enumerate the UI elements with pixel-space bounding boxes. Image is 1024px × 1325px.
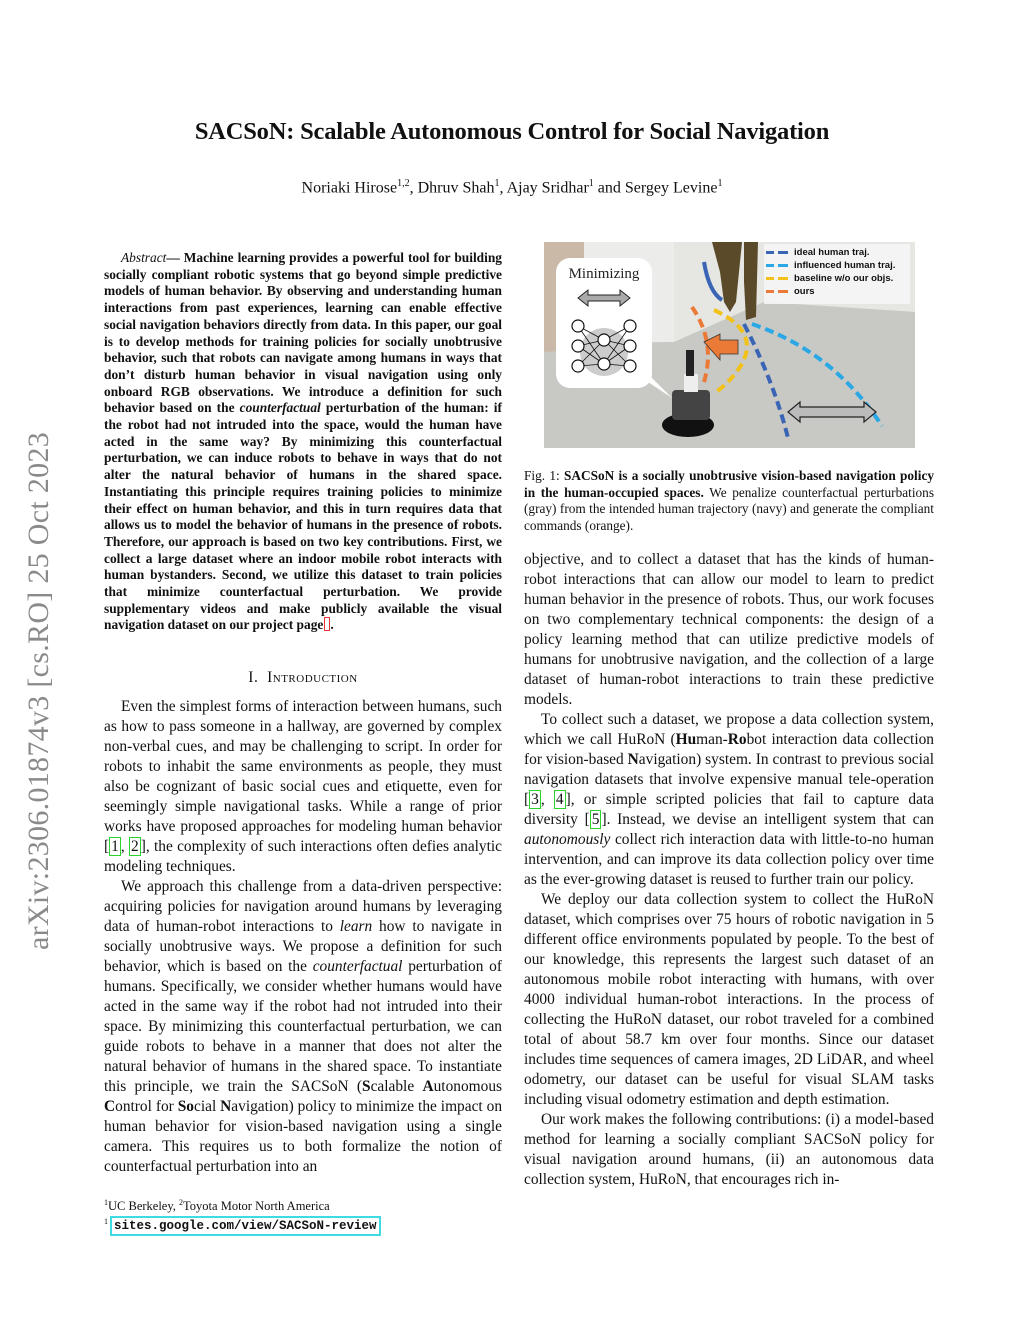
acronym-letter: Ro	[727, 731, 747, 748]
text: bot interaction data collection for vision-based	[524, 731, 934, 768]
paragraph	[104, 877, 502, 1177]
dashed-line-swatch-icon	[766, 264, 788, 267]
text: ) policy to minimize the impact on human behavior for vision-based navigation using a single camera. This requires us to both formalize the notion of counterfactual perturbation into an	[104, 1098, 503, 1175]
text: ], the complexity of such interactions often defies analytic modeling techniques.	[104, 838, 502, 875]
introduction-body	[104, 697, 502, 1177]
author-name: Noriaki Hirose	[301, 179, 398, 197]
text: ]. Instead, we devise an intelligent system that can	[601, 811, 934, 828]
right-column-body	[524, 550, 934, 1190]
figure-1-image	[544, 242, 915, 448]
affiliation: Toyota Motor North America	[183, 1199, 330, 1214]
emphasis: autonomously	[524, 831, 611, 848]
section-title: Introduction	[267, 669, 358, 686]
paper-title: SACSoN: Scalable Autonomous Control for Social Navigation	[194, 118, 830, 145]
paragraph: objective, and to collect a dataset that has the kinds of human-robot interactions that can allow our model to learn to predict human behavior in the presence of robots. Thus, our work focuses on two complementary technical components: the design of a policy learning method that can utilize predictive models of humans for unobtrusive navigation, and the collection of a large dataset of human-robot interactions to train these predictive models.	[524, 551, 934, 708]
section-heading	[104, 669, 502, 687]
neural-network-icon	[556, 258, 652, 388]
minimizing-bubble	[556, 258, 652, 388]
url-footnote	[104, 1214, 381, 1236]
author-affiliation: 1	[717, 178, 723, 189]
arxiv-stamp: arXiv:2306.01874v3 [cs.RO] 25 Oct 2023	[22, 431, 55, 950]
dashed-line-swatch-icon	[766, 290, 788, 293]
text: how to navigate in socially unobtrusive ways. We propose a definition for such behavior, which is based on the	[104, 918, 502, 975]
citation-link[interactable]: 4	[555, 791, 564, 808]
author-name: Ajay Sridhar	[506, 179, 589, 197]
abstract-dash: —	[166, 250, 180, 265]
abstract-end: .	[330, 617, 334, 633]
author-name: Sergey Levine	[624, 179, 718, 197]
separator: and	[593, 179, 625, 197]
legend-item	[766, 246, 910, 259]
footnotes	[104, 1195, 381, 1236]
emphasis: counterfactual	[312, 958, 403, 975]
author-name: Dhruv Shah	[417, 179, 495, 197]
legend-label: influenced human traj.	[794, 260, 896, 271]
text: ,	[540, 791, 554, 808]
author-affiliation: 1,2	[397, 178, 410, 189]
paragraph	[104, 697, 502, 877]
legend-label: ours	[794, 286, 815, 297]
citation-link[interactable]: 2	[131, 838, 139, 855]
footnote-mark: 1	[104, 1198, 108, 1207]
affiliation: UC Berkeley,	[108, 1199, 180, 1214]
text: To collect such a dataset, we propose a data collection system, which we call HuRoN (	[524, 711, 934, 748]
acronym-letter: N	[627, 751, 639, 768]
text: ,	[120, 838, 129, 855]
legend-label: ideal human traj.	[794, 247, 870, 258]
acronym-letter: C	[104, 1098, 116, 1115]
text: cial	[194, 1098, 221, 1115]
figure-legend	[764, 244, 910, 304]
footnote-mark: 2	[179, 1198, 184, 1207]
citation-link[interactable]: 5	[591, 811, 600, 828]
legend-item	[766, 272, 910, 285]
acronym-letter: Hu	[675, 731, 697, 748]
footnote-mark: 1	[104, 1217, 108, 1227]
legend-item	[766, 259, 910, 272]
text: avigation	[638, 751, 697, 768]
abstract-text: perturbation of the human: if the robot had not intruded into the space, would the human have acted in the same way? By minimizing this counterfactual perturbation, we can induce robots to behave in ways that do not alter the natural behavior of humans in the shared space. Instantiating this principle requires training policies to minimize their effect on human behavior, and this in turn requires data that allows us to model the behavior of humans in the presence of robots. Therefore, our approach is based on two key contributions. First, we collect a large dataset where an indoor mobile robot interacts with human bystanders. Second, we utilize this dataset to train policies that minimize counterfactual perturbation. We provide supplementary videos and make publicly available the visual navigation dataset on our project page	[104, 400, 502, 633]
caption-prefix: Fig. 1:	[524, 468, 565, 483]
abstract-emphasis: counterfactual	[239, 400, 321, 416]
text: utonomous	[433, 1078, 503, 1095]
dashed-line-swatch-icon	[766, 277, 788, 280]
acronym-letter: N	[220, 1098, 232, 1115]
abstract-label: Abstract	[121, 250, 167, 265]
author-list	[0, 178, 1024, 197]
section-number: I.	[248, 669, 259, 686]
text: calable	[370, 1078, 423, 1095]
text: ], or simple scripted policies that fail to capture data diversity [	[524, 791, 935, 828]
text: Even the simplest forms of interaction between humans, such as how to pass someone in a hallway, are governed by complex non-verbal cues, and may be challenging to script. In order for robots to inhabit the same environments as people, they must also be cognizant of basic social cues and etiquette, even for seemingly simple navigational tasks. While a range of prior works have proposed approaches for modeling human behavior [	[104, 698, 502, 855]
paragraph	[524, 710, 934, 890]
author-affiliation: 1	[588, 178, 594, 189]
text: collect rich interaction data with little-to-no human intervention, and can improve its data collection policy over time as the ever-growing dataset is reused to further train our policy.	[524, 831, 934, 888]
bubble-label: Minimizing	[568, 266, 640, 282]
figure-caption	[524, 468, 934, 534]
paragraph: Our work makes the following contributions: (i) a model-based method for learning a socially compliant SACSoN policy for visual navigation around humans, (ii) an autonomous data collection system, HuRoN, that encourages rich in-	[524, 1111, 934, 1188]
acronym-letter: So	[177, 1098, 194, 1115]
text: avigation	[231, 1098, 289, 1115]
abstract-text: Machine learning provides a powerful tool for building socially compliant robotic systems that go beyond simple predictive models of human behavior. By observing and understanding human interactions from past experiences, learning can enable effective social navigation behaviors directly from data. In this paper, our goal is to develop methods for training policies for socially unobtrusive behavior, such that robots can navigate among humans in ways that don’t disturb human behavior in visual navigation using only onboard RGB observations. We introduce a definition for such behavior based on the	[104, 250, 502, 416]
author-affiliation: 1	[494, 178, 500, 189]
paragraph: We deploy our data collection system to collect the HuRoN dataset, which comprises over 75 hours of robotic navigation in 5 different office environments populated by people. To the best of our knowledge, this represents the largest such dataset of an autonomous mobile robot interacting with humans, with over 4000 individual human-robot interactions. In the process of collecting the HuRoN dataset, our robot traveled for a combined total of about 58.7 km over four months. Since our dataset includes time sequences of camera images, 2D LiDAR, and wheel odometry, our dataset can be useful for visual SLAM tasks including visual odometry estimation and depth estimation.	[524, 891, 934, 1108]
emphasis: learn	[339, 918, 373, 935]
abstract	[104, 250, 502, 634]
separator: ,	[499, 179, 507, 197]
caption-text: We penalize counterfactual perturbations (gray) from the intended human trajectory (navy) and generate the compliant commands (orange).	[524, 484, 934, 533]
separator: ,	[409, 179, 418, 197]
text: ontrol for	[115, 1098, 178, 1115]
project-url-link[interactable]: sites.google.com/view/SACSoN-review	[110, 1216, 381, 1236]
text: man-	[696, 731, 728, 748]
text: ) system. In contrast to previous social navigation datasets that involve expensive manual tele-operation [	[524, 751, 934, 808]
legend-label: baseline w/o our objs.	[794, 273, 894, 284]
citation-link[interactable]: 1	[111, 838, 119, 855]
text: perturbation of humans. Specifically, we consider whether humans would have acted in the same way if the robot had not intruded into their space. By minimizing this counterfactual perturbation, we can guide robots to behave in a manner that does not alter the natural behavior of humans in the shared space. To instantiate this principle, we train the SACSoN (	[104, 958, 503, 1095]
acronym-letter: S	[362, 1078, 371, 1095]
acronym-letter: A	[422, 1078, 434, 1095]
legend-item	[766, 285, 910, 298]
citation-link[interactable]: 3	[531, 791, 539, 808]
affiliation-footnote	[104, 1195, 381, 1214]
dashed-line-swatch-icon	[766, 251, 788, 254]
text: We approach this challenge from a data-driven perspective: acquiring policies for navigation around humans by leveraging data of human-robot interactions to	[104, 878, 502, 935]
caption-bold: SACSoN is a socially unobtrusive vision-based navigation policy in the human-occupied spaces.	[524, 468, 934, 500]
